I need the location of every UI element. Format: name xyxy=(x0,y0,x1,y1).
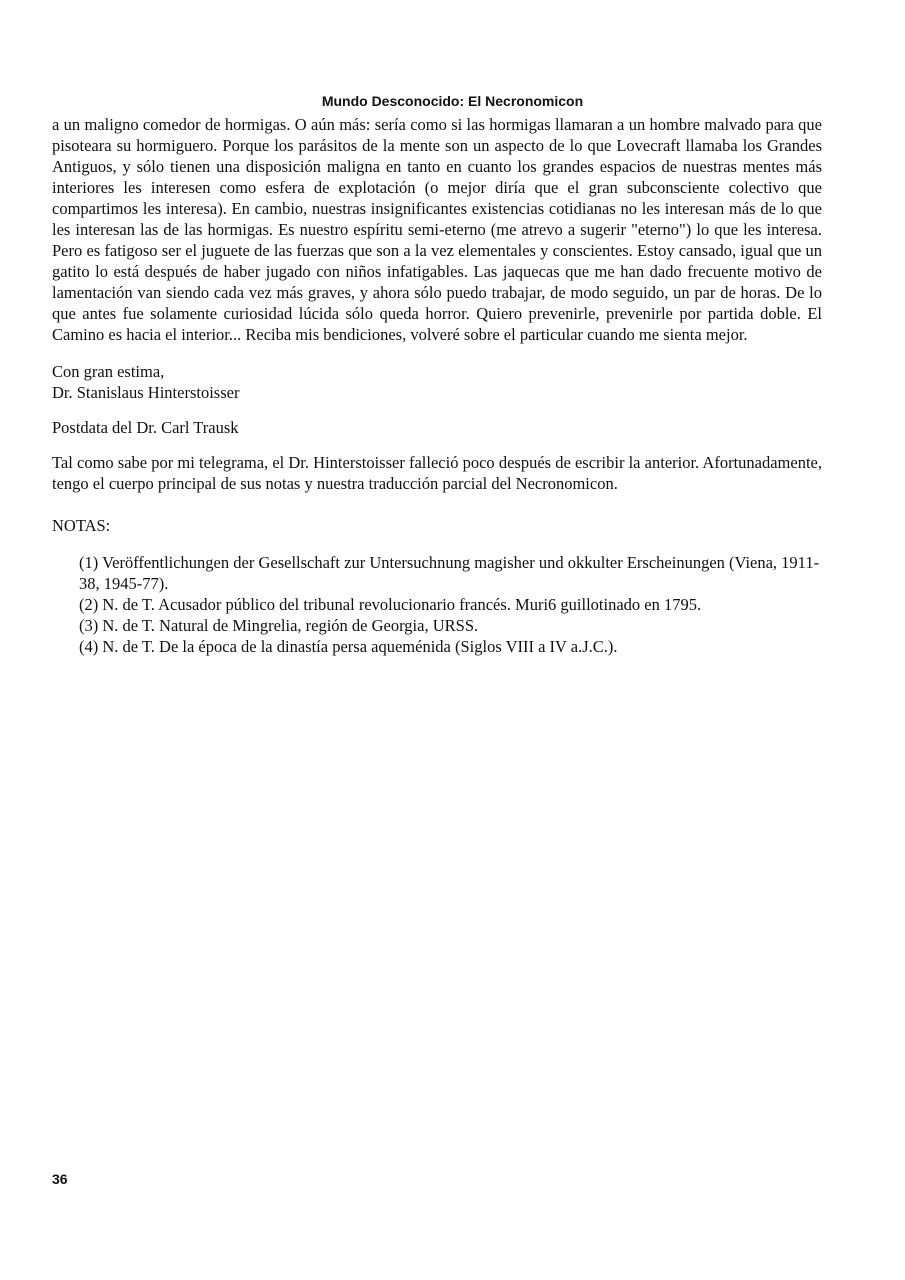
postscript-paragraph: Tal como sabe por mi telegrama, el Dr. Hinterstoisser falleció poco después de escribir la anterior. Afortunadamente, tengo el cuerpo principal de sus notas y nuestra traducción parcial del Necronomicon. xyxy=(52,453,822,493)
running-header: Mundo Desconocido: El Necronomicon xyxy=(321,93,584,109)
note-item: (4) N. de T. De la época de la dinastía persa aqueménida (Siglos VIII a IV a.J.C.). xyxy=(79,637,618,656)
notes-list xyxy=(79,552,822,657)
letter-signature: Dr. Stanislaus Hinterstoisser xyxy=(52,383,240,402)
letter-paragraph: a un maligno comedor de hormigas. O aún más: sería como si las hormigas llamaran a un hombre malvado para que pisoteara su hormiguero. Porque los parásitos de la mente son un aspecto de lo que Lovecraft llamaba los Grandes Antiguos, y sólo tienen una disposición maligna en tanto en cuanto los grandes espacios de nuestras mentes más interiores les interesen como esfera de explotación (o mejor diría que el gran subconsciente colectivo que compartimos les interesa). En cambio, nuestras insignificantes existencias cotidianas no les interesan más de lo que les interesan las de las hormigas. Es nuestro espíritu semi-eterno (me atrevo a sugerir "eterno") lo que les interesa. Pero es fatigoso ser el juguete de las fuerzas que son a la vez elementales y conscientes. Estoy cansado, igual que un gatito lo está después de haber jugado con niños infatigables. Las jaquecas que me han dado frecuente motivo de lamentación van siendo cada vez más graves, y ahora sólo puedo trabajar, de modo seguido, un par de horas. De lo que antes fue solamente curiosidad lúcida sólo queda horror. Quiero prevenirle, prevenirle por partida doble. El Camino es hacia el interior... Reciba mis bendiciones, volveré sobre el particular cuando me sienta mejor. xyxy=(52,115,822,344)
page-number: 36 xyxy=(52,1171,68,1187)
postscript-heading: Postdata del Dr. Carl Trausk xyxy=(52,418,239,437)
letter-closing: Con gran estima, xyxy=(52,362,165,381)
note-item: (3) N. de T. Natural de Mingrelia, región de Georgia, URSS. xyxy=(79,616,479,635)
notes-heading: NOTAS: xyxy=(52,516,111,535)
note-item: (2) N. de T. Acusador público del tribunal revolucionario francés. Muri6 guillotinado en 1795. xyxy=(79,595,702,614)
page-body xyxy=(52,114,822,657)
note-item: (1) Veröffentlichungen der Gesellschaft zur Untersuchnung magisher und okkulter Erscheinungen (Viena, 1911-38, 1945-77). xyxy=(79,553,820,593)
